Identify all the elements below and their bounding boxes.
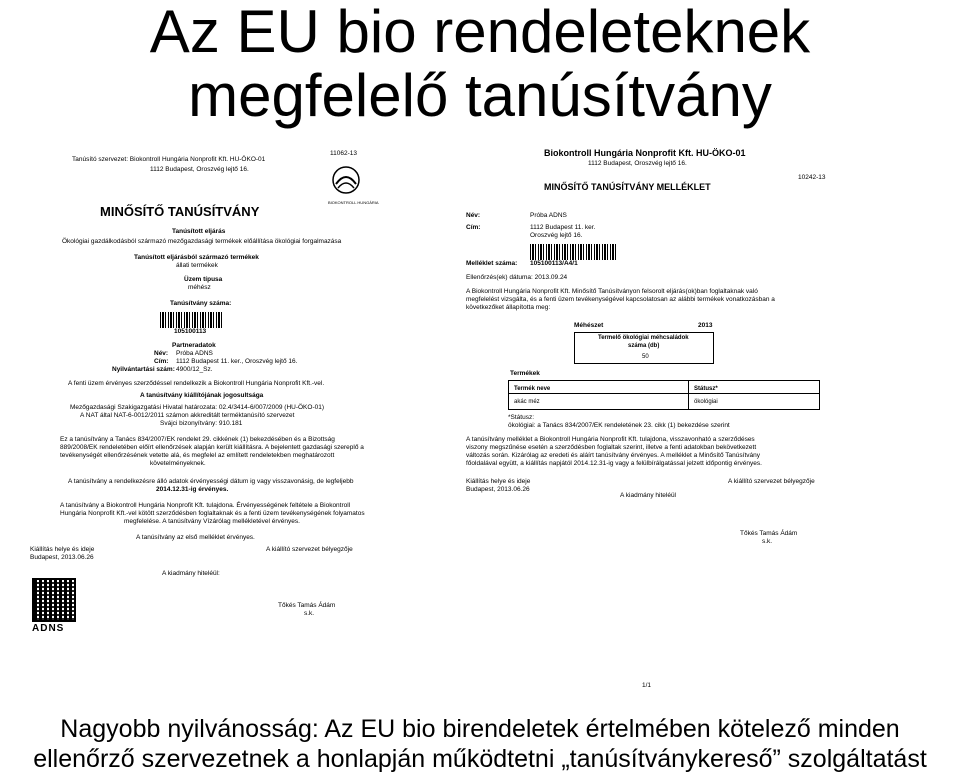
hives-label: Termelő ökológiai méhcsaládok xyxy=(598,335,689,341)
column-product-name: Termék neve xyxy=(514,386,551,392)
intro-text-2: megfelelést vizsgálta, és a fenti üzem tevékenységével kapcsolatosan az alábbi termékek vonatkozásban a xyxy=(466,296,775,303)
annex-name: Próba ADNS xyxy=(530,212,567,219)
beekeeping-label: Méhészet xyxy=(574,322,604,329)
issuer-address: 1112 Budapest, Oroszvég lejtő 16. xyxy=(150,166,249,173)
authority-line-1: Mezőgazdasági Szakigazgatási Hivatal határozata: 02.4/3414-6/007/2009 (HU-ÖKO-01) xyxy=(70,404,325,411)
annex-barcode xyxy=(530,244,618,260)
logo-text: BIOKONTROLL HUNGÁRIA xyxy=(328,200,379,205)
column-status: Státusz* xyxy=(694,386,718,392)
biokontroll-logo-icon xyxy=(328,164,364,200)
annex-issuer: Biokontroll Hungária Nonprofit Kft. HU-ÖKO-01 xyxy=(544,148,746,158)
products-heading: Termékek xyxy=(510,370,540,377)
validity-text-2: 2014.12.31-ig érvényes. xyxy=(156,486,229,493)
product-name: akác méz xyxy=(514,399,540,405)
check-date: Ellenőrzés(ek) dátuma: 2013.09.24 xyxy=(466,274,568,281)
status-note-1: *Státusz: xyxy=(508,414,535,421)
annex-stamp-label: A kiállító szervezet bélyegzője xyxy=(728,478,815,485)
stamp-label: A kiállító szervezet bélyegzője xyxy=(266,546,353,553)
authority-line-2: A NAT által NAT-6-0012/2011 számon akkreditált terméktanúsító szervezet xyxy=(80,412,295,419)
partner-address: 1112 Budapest 11. ker., Oroszvég lejtő 16. xyxy=(176,358,298,365)
certificate-annex-document xyxy=(462,148,832,693)
annex-address-label: Cím: xyxy=(466,224,481,231)
authority-label: A tanúsítvány kiállítójának jogosultsága xyxy=(140,392,264,399)
closing-text-4: főoldalával együtt, a kiállítás napjától 2014.12.31-ig vagy a felülbírálgatással jelzett időpontig érvényes. xyxy=(466,460,762,467)
annex-code: 10242-13 xyxy=(798,174,826,181)
signer-sk: s.k. xyxy=(304,610,315,617)
annex-issuer-address: 1112 Budapest, Oroszvég lejtő 16. xyxy=(588,160,687,167)
annex-number: 105100113/A4/1 xyxy=(530,260,578,267)
caption-line-2: ellenőrző szervezetnek a honlapján működtetni „tanúsítványkereső” szolgáltatást xyxy=(33,745,927,773)
annex-place-label: Kiállítás helye és ideje xyxy=(466,478,531,485)
authority-line-3: Svájci bizonyítvány: 910.181 xyxy=(160,420,243,427)
intro-text-3: következőket állapította meg: xyxy=(466,304,551,311)
registration-value: 4900/12_Sz. xyxy=(176,366,213,373)
products-table xyxy=(508,380,820,410)
annex-signer-name: Tőkés Tamás Ádám xyxy=(740,530,798,537)
plant-type-label: Üzem típusa xyxy=(184,276,223,283)
annex-signer-label: A kiadmány hiteléül xyxy=(620,492,677,499)
registration-label: Nyilvántartási szám: xyxy=(112,366,175,373)
beekeeping-year: 2013 xyxy=(698,322,713,329)
adns-logo-icon: ADNS xyxy=(32,623,65,634)
ownership-text-3: megfelelése. A tanúsítvány Vízárólag mellékletével érvényes. xyxy=(124,518,300,525)
page-number: 1/1 xyxy=(642,682,652,689)
annex-number-label: Melléklet száma: xyxy=(466,260,518,267)
plant-type-value: méhész xyxy=(188,284,211,291)
ownership-text-2: Hungária Nonprofit Kft.-vel kötött szerződésben foglaltaknak és a fenti üzem tevékenységének folyamatos xyxy=(60,510,365,517)
closing-text-3: változás során. Kizárólag az eredeti és aláírt tanúsítvány érvényes. A melléklet a Minősítő Tanúsítvány xyxy=(466,452,760,459)
certificate-document xyxy=(30,150,379,640)
annex-place-value: Budapest, 2013.06.26 xyxy=(466,486,530,493)
issue-place-value: Budapest, 2013.06.26 xyxy=(30,554,94,561)
regulation-text-1: Ez a tanúsítvány a Tanács 834/2007/EK rendelet 29. cikkének (1) bekezdésében és a Bizottság xyxy=(60,436,335,443)
partner-address-label: Cím: xyxy=(154,358,169,365)
annex-text: A tanúsítvány az első melléklet érvényes. xyxy=(136,534,255,541)
partner-name: Próba ADNS xyxy=(176,350,213,357)
product-status: ökológiai xyxy=(694,399,718,405)
certificate-number-label: Tanúsítvány száma: xyxy=(170,300,232,307)
caption-line-1: Nagyobb nyilvánosság: Az EU bio birendeletek értelmében kötelező minden xyxy=(60,715,900,743)
products-label: Tanúsított eljárásból származó termékek xyxy=(134,254,259,261)
procedure-text: Ökológiai gazdálkodásból származó mezőgazdasági termékek előállítása ökológiai forgalmazása xyxy=(62,238,342,245)
annex-title: MINŐSÍTŐ TANÚSÍTVÁNY MELLÉKLET xyxy=(544,182,711,192)
certificate-code: 11062-13 xyxy=(330,150,357,157)
validity-text-1: A tanúsítvány a rendelkezésre álló adatok érvényességi dátum ig vagy visszavonásig, de legfeljebb xyxy=(68,478,354,485)
intro-text-1: A Biokontroll Hungária Nonprofit Kft. Minősítő Tanúsítványon felsorolt eljárás(ok)ban foglaltaknak való xyxy=(466,288,758,295)
regulation-text-4: követelményeknek. xyxy=(150,460,206,467)
signer-name: Tőkés Tamás Ádám xyxy=(278,602,336,609)
partner-label: Partneradatok xyxy=(172,342,216,349)
qr-code-icon xyxy=(32,578,76,622)
annex-name-label: Név: xyxy=(466,212,481,219)
table-column-divider xyxy=(688,380,689,410)
closing-text-2: viszony megszűnése esetén a szerződésben foglaltak szerint, illetve a fenti adatokban bekövetkezett xyxy=(466,444,757,451)
certificate-title: MINŐSÍTŐ TANÚSÍTVÁNY xyxy=(100,204,260,219)
issue-place-label: Kiállítás helye és ideje xyxy=(30,546,95,553)
signer-label: A kiadmány hiteléül: xyxy=(162,570,220,577)
status-note-2: ökológiai: a Tanács 834/2007/EK rendeletének 23. cikk (1) bekezdése szerint xyxy=(508,422,730,429)
procedure-label: Tanúsított eljárás xyxy=(172,228,226,235)
annex-address-2: Oroszvég lejtő 16. xyxy=(530,232,583,239)
regulation-text-3: tevékenységét ellenőrzésének vetette alá, és megfelel az említett rendeletekben meghatározott xyxy=(60,452,335,459)
annex-address-1: 1112 Budapest 11. ker. xyxy=(530,224,596,231)
issuer: Tanúsító szervezet: Biokontroll Hungária Nonprofit Kft. HU-ÖKO-01 xyxy=(72,156,266,163)
table-divider xyxy=(508,393,820,394)
hives-value: 50 xyxy=(642,354,649,360)
products-value: állati termékek xyxy=(176,262,218,269)
certificate-number: 105100113 xyxy=(174,328,207,335)
hives-unit: száma (db) xyxy=(628,343,660,349)
regulation-text-2: 889/2008/EK rendeletében előírt ellenőrzések alapján került kiállításra. A bejelentett gazdasági szereplő a xyxy=(60,444,364,451)
partner-name-label: Név: xyxy=(154,350,169,357)
certificate-barcode xyxy=(160,312,222,328)
slide-title-line-2: megfelelő tanúsítvány xyxy=(188,64,772,129)
slide-title-line-1: Az EU bio rendeleteknek xyxy=(149,0,811,65)
ownership-text-1: A tanúsítvány a Biokontroll Hungária Nonprofit Kft. tulajdona. Érvényességének feltétele a Biokontroll xyxy=(60,502,351,509)
contract-text: A fenti üzem érvényes szerződéssel rendelkezik a Biokontroll Hungária Nonprofit Kft.-vel. xyxy=(68,380,325,387)
closing-text-1: A tanúsítvány melléklet a Biokontroll Hungária Nonprofit Kft. tulajdona, visszavonható a szerződéses xyxy=(466,436,755,443)
annex-signer-sk: s.k. xyxy=(762,538,773,545)
